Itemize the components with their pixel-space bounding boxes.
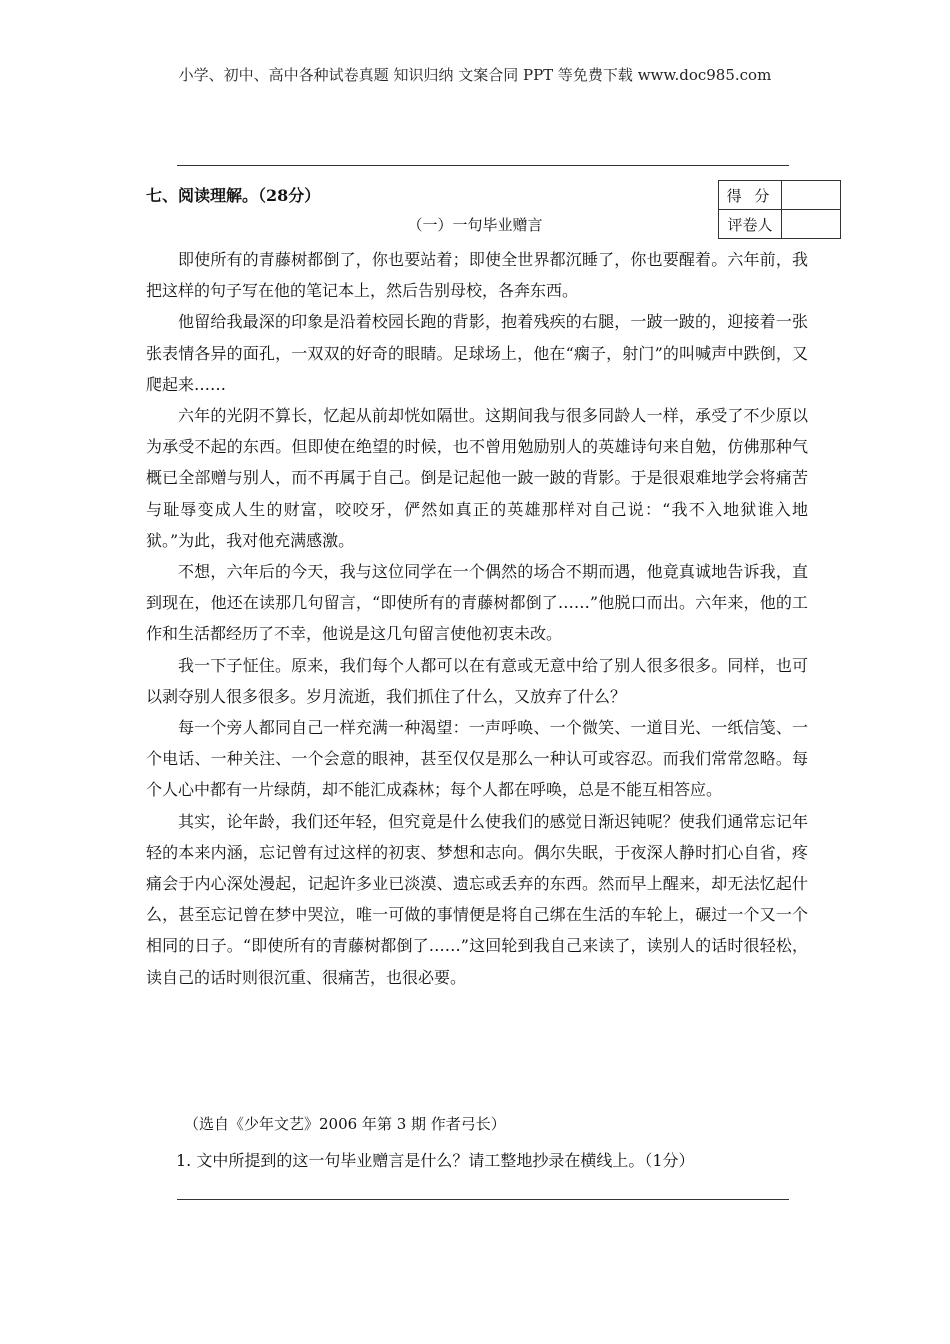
- score-label: 得 分: [719, 181, 782, 210]
- page-header: 小学、初中、高中各种试卷真题 知识归纳 文案合同 PPT 等免费下载 www.doc985.com: [178, 66, 772, 84]
- article-subtitle: （一）一句毕业赠言: [407, 216, 543, 234]
- section-title: 七、阅读理解。（28分）: [146, 186, 321, 205]
- score-field[interactable]: [782, 181, 841, 210]
- article-body: [146, 244, 808, 993]
- article-paragraph: 我一下子怔住。原来，我们每个人都可以在有意或无意中给了别人很多很多。同样，也可以剥夺别人很多很多。岁月流逝，我们抓住了什么，又放弃了什么？: [146, 655, 808, 706]
- question-1: 1. 文中所提到的这一句毕业赠言是什么？请工整地抄录在横线上。（1分）: [176, 1151, 695, 1170]
- header-divider: [177, 165, 789, 166]
- article-paragraph: 每一个旁人都同自己一样充满一种渴望：一声呼唤、一个微笑、一道目光、一纸信笺、一个电话、一种关注、一个会意的眼神，甚至仅仅是那么一种认可或容忍。而我们常常忽略。每个人心中都有一片绿荫，却不能汇成森林；每个人都在呼唤，总是不能互相答应。: [146, 718, 808, 800]
- answer-line[interactable]: [177, 1199, 789, 1200]
- article-source: （选自《少年文艺》2006 年第 3 期 作者弓长）: [184, 1115, 506, 1133]
- article-paragraph: 他留给我最深的印象是沿着校园长跑的背影，抱着残疾的右腿，一跛一跛的，迎接着一张张表情各异的面孔，一双双的好奇的眼睛。足球场上，他在“瘸子，射门”的叫喊声中跌倒，又爬起来……: [146, 312, 808, 394]
- grader-label: 评卷人: [719, 210, 782, 239]
- article-paragraph: 即使所有的青藤树都倒了，你也要站着；即使全世界都沉睡了，你也要醒着。六年前，我把这样的句子写在他的笔记本上，然后告别母校，各奔东西。: [146, 250, 808, 301]
- article-paragraph: 六年的光阴不算长，忆起从前却恍如隔世。这期间我与很多同龄人一样，承受了不少原以为承受不起的东西。但即使在绝望的时候，也不曾用勉励别人的英雄诗句来自勉，仿佛那种气概已全部赠与别人，而不再属于自己。倒是记起他一跛一跛的背影。于是很艰难地学会将痛苦与耻辱变成人生的财富，咬咬牙，俨然如真正的英雄那样对自己说：“我不入地狱谁入地狱。”为此，我对他充满感激。: [146, 406, 808, 550]
- article-paragraph: 不想，六年后的今天，我与这位同学在一个偶然的场合不期而遇，他竟真诚地告诉我，直到现在，他还在读那几句留言，“即使所有的青藤树都倒了……”他脱口而出。六年来，他的工作和生活都经历了不幸，他说是这几句留言使他初衷未改。: [146, 562, 808, 644]
- article-paragraph: 其实，论年龄，我们还年轻，但究竟是什么使我们的感觉日渐迟钝呢？使我们通常忘记年轻的本来内涵，忘记曾有过这样的初衷、梦想和志向。偶尔失眠，于夜深人静时扪心自省，疼痛会于内心深处漫起，记起许多业已淡漠、遗忘或丢弃的东西。然而早上醒来，却无法忆起什么，甚至忘记曾在梦中哭泣，唯一可做的事情便是将自己绑在生活的车轮上，碾过一个又一个相同的日子。“即使所有的青藤树都倒了……”这回轮到我自己来读了，读别人的话时很轻松，读自己的话时则很沉重、很痛苦，也很必要。: [146, 811, 808, 987]
